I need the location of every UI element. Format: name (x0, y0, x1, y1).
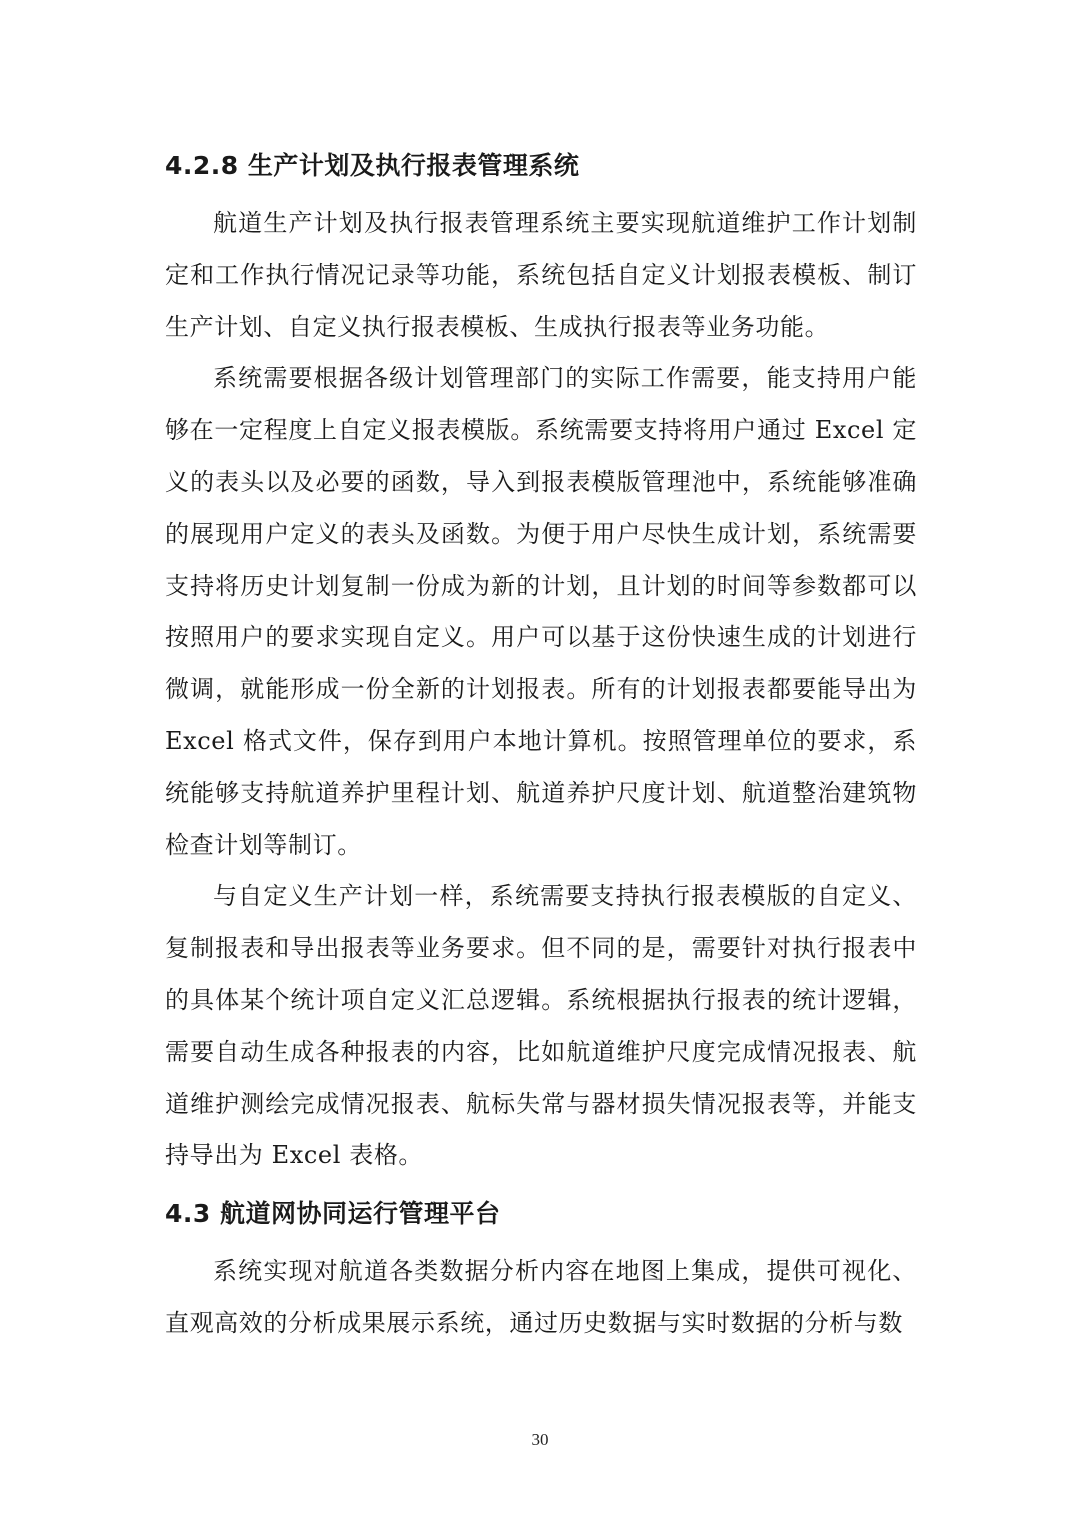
paragraph-execution-reports: 与自定义生产计划一样，系统需要支持执行报表模版的自定义、复制报表和导出报表等业务要求。但不同的是，需要针对执行报表中的具体某个统计项自定义汇总逻辑。系统根据执行报表的统计逻辑，需要自动生成各种报表的内容，比如航道维护尺度完成情况报表、航道维护测绘完成情况报表、航标失常与器材损失情况报表等，并能支持导出为 Excel 表格。 (165, 882, 917, 1170)
page-content (165, 140, 917, 1350)
paragraph-platform-overview: 系统实现对航道各类数据分析内容在地图上集成，提供可视化、直观高效的分析成果展示系统，通过历史数据与实时数据的分析与数 (165, 1257, 917, 1337)
section-heading-4-3: 4.3 航道网协同运行管理平台 (165, 1199, 501, 1229)
paragraph-plan-templates: 系统需要根据各级计划管理部门的实际工作需要，能支持用户能够在一定程度上自定义报表模版。系统需要支持将用户通过 Excel 定义的表头以及必要的函数，导入到报表模版管理池中，系统能够准确的展现用户定义的表头及函数。为便于用户尽快生成计划，系统需要支持将历史计划复制一份成为新的计划，且计划的时间等参数都可以按照用户的要求实现自定义。用户可以基于这份快速生成的计划进行微调，就能形成一份全新的计划报表。所有的计划报表都要能导出为 Excel 格式文件，保存到用户本地计算机。按照管理单位的要求，系统能够支持航道养护里程计划、航道养护尺度计划、航道整治建筑物检查计划等制订。 (165, 364, 917, 859)
paragraph-system-overview: 航道生产计划及执行报表管理系统主要实现航道维护工作计划制定和工作执行情况记录等功能，系统包括自定义计划报表模板、制订生产计划、自定义执行报表模板、生成执行报表等业务功能。 (165, 209, 917, 341)
page-number: 30 (531, 1430, 549, 1449)
section-heading-4-2-8: 4.2.8 生产计划及执行报表管理系统 (165, 151, 580, 180)
